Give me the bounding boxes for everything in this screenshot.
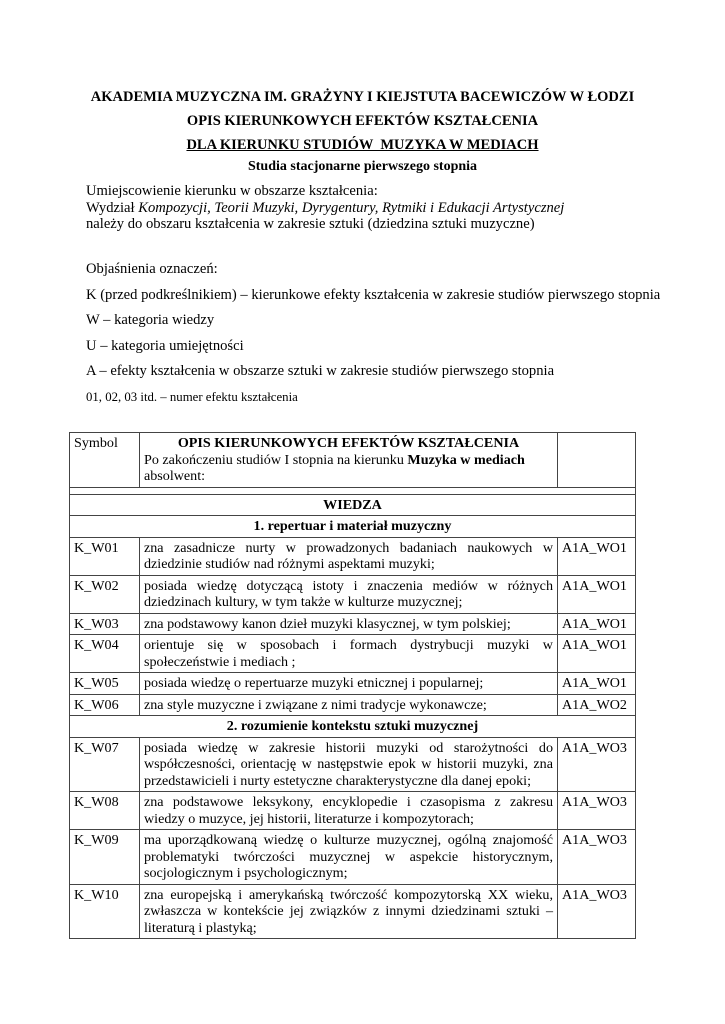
row-description: ma uporządkowaną wiedzę o kulturze muzycznej, ogólną znajomość problematyki twórczości muzycznej w aspekcie historycznym, socjologicznym i psychologicznym; <box>140 830 558 885</box>
description-header-title: OPIS KIERUNKOWYCH EFEKTÓW KSZTAŁCENIA <box>177 435 520 451</box>
description-header <box>140 433 558 488</box>
faculty-prefix: Wydział <box>86 199 139 216</box>
table-row <box>70 792 636 830</box>
legend-item: A – efekty kształcenia w obszarze sztuki w zakresie studiów pierwszego stopnia <box>86 363 555 379</box>
description-header-subtitle-end: absolwent: <box>144 468 206 484</box>
row-reference: A1A_WO1 <box>558 575 636 613</box>
table-row <box>70 537 636 575</box>
row-reference: A1A_WO2 <box>558 694 636 716</box>
row-symbol: K_W01 <box>70 537 140 575</box>
table-header-row <box>70 433 636 488</box>
row-description: zna style muzyczne i związane z nimi tradycje wykonawcze; <box>140 694 558 716</box>
subtitle-field-name: Muzyka w mediach <box>407 451 525 468</box>
placement-line-3: należy do obszaru kształcenia w zakresie sztuki (dziedzina sztuki muzyczne) <box>86 216 535 232</box>
field-heading-text: DLA KIERUNKU STUDIÓW MUZYKA W MEDIACH <box>186 137 539 153</box>
row-symbol: K_W09 <box>70 830 140 885</box>
row-reference: A1A_WO1 <box>558 673 636 695</box>
row-symbol: K_W02 <box>70 575 140 613</box>
table-row <box>70 673 636 695</box>
legend-block <box>86 261 666 405</box>
placement-line-2 <box>86 200 666 217</box>
row-reference: A1A_WO3 <box>558 792 636 830</box>
legend-item: K (przed podkreślnikiem) – kierunkowe efekty kształcenia w zakresie studiów pierwszego stopnia <box>86 286 661 303</box>
row-reference: A1A_WO1 <box>558 537 636 575</box>
symbol-header: Symbol <box>70 433 140 488</box>
row-symbol: K_W07 <box>70 737 140 792</box>
section-row <box>70 716 636 738</box>
table-row <box>70 884 636 939</box>
section-label: 2. rozumienie kontekstu sztuki muzycznej <box>70 716 636 738</box>
row-description: zna podstawowy kanon dzieł muzyki klasycznej, w tym polskiej; <box>140 613 558 635</box>
category-row <box>70 494 636 516</box>
row-symbol: K_W04 <box>70 635 140 673</box>
category-label: WIEDZA <box>70 494 636 516</box>
table-row <box>70 613 636 635</box>
subtitle-text: Po zakończeniu studiów I stopnia na kierunku <box>144 451 408 468</box>
row-symbol: K_W05 <box>70 673 140 695</box>
spacer-row <box>70 487 636 494</box>
document-title: OPIS KIERUNKOWYCH EFEKTÓW KSZTAŁCENIA <box>186 113 539 129</box>
legend-item: W – kategoria wiedzy <box>86 312 215 328</box>
section-label: 1. repertuar i materiał muzyczny <box>70 516 636 538</box>
table-row <box>70 737 636 792</box>
legend-item: U – kategoria umiejętności <box>86 337 244 354</box>
row-symbol: K_W10 <box>70 884 140 939</box>
table-row <box>70 635 636 673</box>
row-description: zna zasadnicze nurty w prowadzonych badaniach naukowych w dziedzinie studiów nad różnymi aspektami muzyki; <box>140 537 558 575</box>
row-description: posiada wiedzę dotyczącą istoty i znaczenia mediów w różnych dziedzinach kultury, w tym także w kulturze muzycznej; <box>140 575 558 613</box>
row-symbol: K_W06 <box>70 694 140 716</box>
placement-block <box>86 183 666 233</box>
row-description: zna podstawowe leksykony, encyklopedie i czasopisma z zakresu wiedzy o muzyce, jej historii, literaturze i kompozytorach; <box>140 792 558 830</box>
legend-title: Objaśnienia oznaczeń: <box>86 261 218 277</box>
faculty-name: Kompozycji, Teorii Muzyki, Dyrygentury, Rytmiki i Edukacji Artystycznej <box>138 199 565 216</box>
study-mode-heading: Studia stacjonarne pierwszego stopnia <box>247 159 478 174</box>
description-header-subtitle <box>144 452 553 469</box>
row-reference: A1A_WO3 <box>558 737 636 792</box>
legend-note: 01, 02, 03 itd. – numer efektu kształcenia <box>86 389 298 404</box>
table-row <box>70 830 636 885</box>
row-description: zna europejską i amerykańską twórczość kompozytorską XX wieku, zwłaszcza w kontekście jej związków z innymi dziedzinami sztuki – literaturą i plastyką; <box>140 884 558 939</box>
placement-line-1: Umiejscowienie kierunku w obszarze kształcenia: <box>86 183 378 199</box>
row-reference: A1A_WO1 <box>558 635 636 673</box>
section-row <box>70 516 636 538</box>
row-description: posiada wiedzę w zakresie historii muzyki od starożytności do współczesności, orientację w następstwie epok w historii muzyki, zna przedstawicieli i nurty estetyczne charakterystyczne dla danej epoki; <box>140 737 558 792</box>
reference-header <box>558 433 636 488</box>
institution-heading: AKADEMIA MUZYCZNA IM. GRAŻYNY I KIEJSTUTA BACEWICZÓW W ŁODZI <box>90 89 635 105</box>
row-description: orientuje się w sposobach i formach dystrybucji muzyki w społeczeństwie i mediach ; <box>140 635 558 673</box>
learning-outcomes-table <box>69 432 636 939</box>
row-reference: A1A_WO3 <box>558 884 636 939</box>
table-row <box>70 575 636 613</box>
field-heading <box>0 136 725 154</box>
row-description: posiada wiedzę o repertuarze muzyki etnicznej i popularnej; <box>140 673 558 695</box>
row-symbol: K_W08 <box>70 792 140 830</box>
table-row <box>70 694 636 716</box>
row-symbol: K_W03 <box>70 613 140 635</box>
row-reference: A1A_WO1 <box>558 613 636 635</box>
row-reference: A1A_WO3 <box>558 830 636 885</box>
